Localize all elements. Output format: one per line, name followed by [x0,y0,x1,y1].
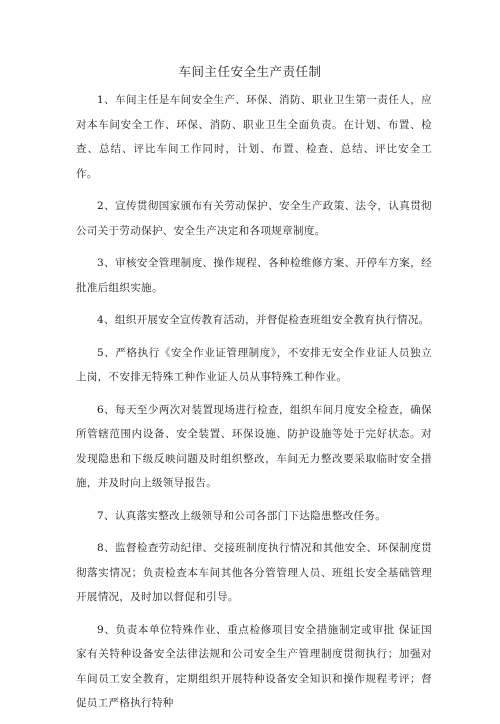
paragraph-7: 7、认真落实整改上级领导和公司各部门下达隐患整改任务。 [97,509,387,522]
paragraph-4: 4、组织开展安全宣传教育活动，并督促检查班组安全教育执行情况。 [97,314,430,326]
paragraph-5: 5、严格执行《安全作业证管理制度》，不安排无安全作业证人员独立上岗，不安排无特殊工种作业证人员从事特殊工种作业。 [76,346,432,383]
paragraph-6: 6、每天至少两次对装置现场进行检查，组织车间月度安全检查，确保所管辖范围内设备、安全装置、环保设施、防护设施等处于完好状态。对发现隐患和下级反映问题及时组织整改，车间无力整改要采取临时安全措施，并及时向上级领导报告。 [76,403,432,489]
paragraph-2: 2、宣传贯彻国家颁布有关劳动保护、安全生产政策、法令，认真贯彻公司关于劳动保护、安全生产决定和各项规章制度。 [76,200,432,237]
paragraph-1: 1、车间主任是车间安全生产、环保、消防、职业卫生第一责任人，应对本车间安全工作、环保、消防、职业卫生全面负责。在计划、布置、检查、总结、评比车间工作同时，计划、布置、检查、总结、评比安全工作。 [76,94,432,180]
document-title: 车间主任安全生产责任制 [178,64,322,79]
paragraph-9: 9、负责本单位特殊作业、重点检修项目安全措施制定或审批 保证国家有关特种设备安全法律法规和公司安全生产管理制度贯彻执行；加强对车间员工安全教育，定期组织开展特种设备安全知识和操作规程考评；督促员工严格执行特种 [76,623,432,709]
paragraph-8: 8、监督检查劳动纪律、交接班制度执行情况和其他安全、环保制度贯彻落实情况；负责检查本车间其他各分管管理人员、班组长安全基础管理开展情况，及时加以督促和引导。 [76,542,432,603]
paragraph-3: 3、审核安全管理制度、操作规程、各种检维修方案、开停车方案，经批准后组织实施。 [76,257,432,294]
document-body [76,88,432,724]
